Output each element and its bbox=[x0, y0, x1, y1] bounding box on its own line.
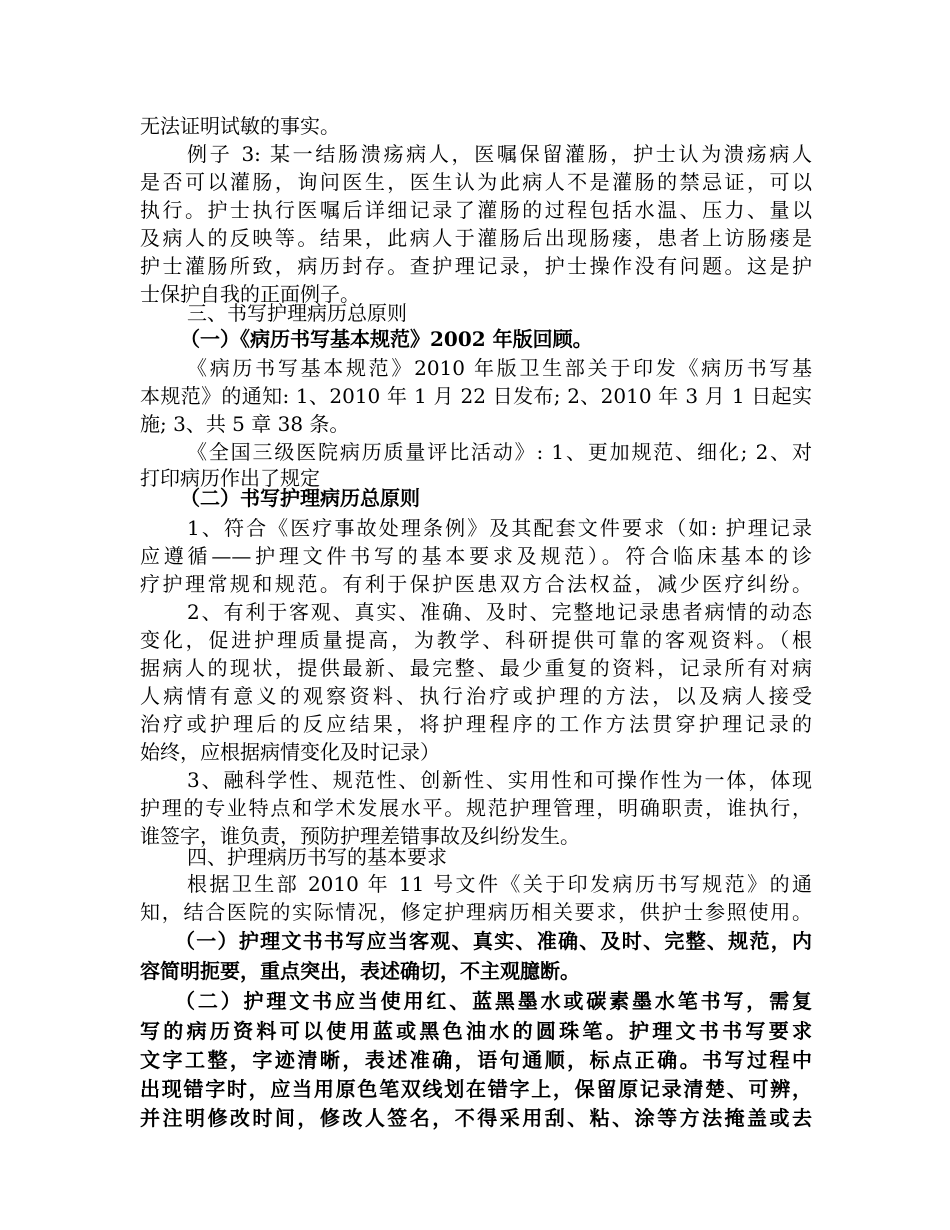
text-line: 3、融科学性、规范性、创新性、实用性和可操作性为一体，体现 bbox=[187, 768, 812, 792]
bold-text-line: 文字工整，字迹清晰，表述准确，语句通顺，标点正确。书写过程中 bbox=[140, 1048, 812, 1072]
text-line: 例子 3: 某一结肠溃疡病人，医嘱保留灌肠，护士认为溃疡病人 bbox=[187, 142, 812, 166]
text-line: 根据卫生部 2010 年 11 号文件《关于印发病历书写规范》的通 bbox=[187, 872, 812, 896]
bold-text-line: （二）护理文书应当使用红、蓝黑墨水或碳素墨水笔书写，需复 bbox=[175, 989, 812, 1013]
bold-text-line: 写的病历资料可以使用蓝或黑色油水的圆珠笔。护理文书书写要求 bbox=[140, 1019, 812, 1043]
text-line: 护理的专业特点和学术发展水平。规范护理管理，明确职责，谁执行， bbox=[140, 796, 812, 820]
text-line: 执行。护士执行医嘱后详细记录了灌肠的过程包括水温、压力、量以 bbox=[140, 198, 812, 222]
text-line: 及病人的反映等。结果，此病人于灌肠后出现肠瘘，患者上访肠瘘是 bbox=[140, 226, 812, 250]
bold-text-line: （一）护理文书书写应当客观、真实、准确、及时、完整、规范，内 bbox=[175, 929, 812, 953]
text-line: 知，结合医院的实际情况，修定护理病历相关要求，供护士参照使用。 bbox=[140, 900, 812, 924]
text-line: 2、有利于客观、真实、准确、及时、完整地记录患者病情的动态 bbox=[187, 600, 812, 624]
subsection-heading: （一）《病历书写基本规范》2002 年版回顾。 bbox=[180, 327, 593, 351]
text-line: 据病人的现状，提供最新、最完整、最少重复的资料，记录所有对病 bbox=[140, 656, 812, 680]
text-line: 变化，促进护理质量提高，为教学、科研提供可靠的客观资料。（根 bbox=[140, 628, 812, 652]
text-line: 护士灌肠所致，病历封存。查护理记录，护士操作没有问题。这是护 bbox=[140, 254, 812, 278]
bold-text-line: 出现错字时，应当用原色笔双线划在错字上，保留原记录清楚、可辨， bbox=[140, 1077, 812, 1101]
text-line: 《全国三级医院病历质量评比活动》: 1、更加规范、细化; 2、对 bbox=[187, 440, 812, 464]
text-line: 治疗或护理后的反应结果，将护理程序的工作方法贯穿护理记录的 bbox=[140, 712, 812, 736]
text-line: 谁签字，谁负责，预防护理差错事故及纠纷发生。 bbox=[140, 824, 580, 848]
text-line: 士保护自我的正面例子。 bbox=[140, 282, 360, 306]
section-heading: 四、护理病历书写的基本要求 bbox=[187, 845, 447, 869]
text-line: 应遵循——护理文件书写的基本要求及规范）。符合临床基本的诊 bbox=[140, 544, 812, 568]
text-line: 是否可以灌肠，询问医生，医生认为此病人不是灌肠的禁忌证，可以 bbox=[140, 170, 812, 194]
text-line: 人病情有意义的观察资料、执行治疗或护理的方法，以及病人接受 bbox=[140, 684, 812, 708]
text-line: 无法证明试敏的事实。 bbox=[140, 114, 340, 138]
subsection-heading: （二）书写护理病历总原则 bbox=[180, 486, 420, 510]
text-line: 1、符合《医疗事故处理条例》及其配套文件要求（如: 护理记录 bbox=[187, 516, 812, 540]
text-line: 打印病历作出了规定 bbox=[140, 466, 320, 490]
bold-text-line: 并注明修改时间，修改人签名，不得采用刮、粘、涂等方法掩盖或去 bbox=[140, 1106, 812, 1130]
section-heading: 三、书写护理病历总原则 bbox=[187, 301, 407, 325]
text-line: 《病历书写基本规范》2010 年版卫生部关于印发《病历书写基 bbox=[187, 356, 812, 380]
text-line: 施; 3、共 5 章 38 条。 bbox=[140, 412, 350, 436]
text-line: 疗护理常规和规范。有利于保护医患双方合法权益，减少医疗纠纷。 bbox=[140, 572, 812, 596]
text-line: 始终，应根据病情变化及时记录） bbox=[140, 740, 440, 764]
bold-text-line: 容简明扼要，重点突出，表述确切，不主观臆断。 bbox=[140, 959, 580, 983]
text-line: 本规范》的通知: 1、2010 年 1 月 22 日发布; 2、2010 年 3 月 1 日起实 bbox=[140, 384, 812, 408]
